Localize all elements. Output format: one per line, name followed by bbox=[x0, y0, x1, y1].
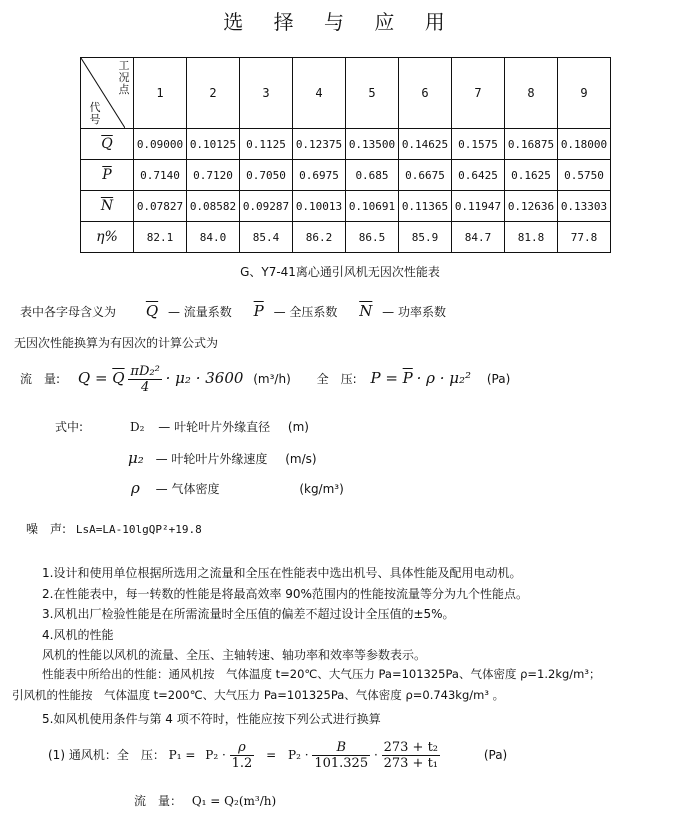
table-cell: 0.685 bbox=[346, 160, 399, 191]
pressure-pbar: $\overline{P}$ bbox=[402, 369, 413, 387]
table-row bbox=[81, 160, 611, 191]
where-mu-text: — 叶轮叶片外缘速度 bbox=[155, 452, 268, 466]
flow-formula-line bbox=[20, 364, 510, 395]
table-corner-cell bbox=[81, 58, 134, 129]
pressure-unit: (Pa) bbox=[486, 372, 511, 386]
where-mu-unit: (m/s) bbox=[285, 452, 317, 466]
note-4a: 风机的性能以风机的流量、全压、主轴转速、轴功率和效率等参数表示。 bbox=[42, 648, 427, 662]
noise-line bbox=[26, 520, 202, 537]
table-cell: 0.1625 bbox=[505, 160, 558, 191]
col-header: 6 bbox=[399, 58, 452, 129]
conv-unit: (Pa) bbox=[483, 748, 508, 762]
pressure-rest: · ρ · μ₂² bbox=[416, 369, 472, 387]
conv-t-den: 273 + t₁ bbox=[383, 756, 438, 771]
conv-flow-formula: Q₁ = Q₂(m³/h) bbox=[191, 794, 277, 808]
flow-lhs: Q = bbox=[77, 369, 113, 387]
legend-q-text: — 流量系数 bbox=[167, 305, 232, 319]
where-label: 式中: bbox=[55, 420, 84, 434]
row-symbol-q: $\overline{Q}$ bbox=[81, 129, 134, 160]
note-4: 4.风机的性能 bbox=[42, 628, 114, 642]
table-row bbox=[81, 191, 611, 222]
pressure-lhs: P = bbox=[370, 369, 403, 387]
conv-eq: = bbox=[266, 748, 277, 762]
flow-rest: · μ₂ · 3600 bbox=[165, 369, 244, 387]
col-header: 3 bbox=[240, 58, 293, 129]
row-symbol-n: $\overline{N}$ bbox=[81, 191, 134, 222]
table-cell: 0.09287 bbox=[240, 191, 293, 222]
corner-bottom-label: 代号 bbox=[89, 101, 101, 126]
table-header-row bbox=[81, 58, 611, 129]
conv-flow-line bbox=[134, 792, 276, 809]
noise-formula: LsA=LA-10lgQP²+19.8 bbox=[75, 523, 202, 536]
table-row bbox=[81, 222, 611, 253]
where-rho-text: — 气体密度 bbox=[155, 482, 220, 496]
table-cell: 84.7 bbox=[452, 222, 505, 253]
conv-p2b: P₂ · bbox=[288, 748, 309, 762]
table-cell: 81.8 bbox=[505, 222, 558, 253]
where-d2-symbol: D₂ bbox=[130, 420, 145, 434]
conv-p2a: P₂ · bbox=[205, 748, 226, 762]
where-d2-line bbox=[130, 418, 309, 435]
conv-b-den: 101.325 bbox=[314, 756, 369, 771]
table-cell: 0.11947 bbox=[452, 191, 505, 222]
table-cell: 0.13303 bbox=[558, 191, 611, 222]
note-4b: 性能表中所给出的性能：通风机按 气体温度 t=20℃、大气压力 Pa=101325Pa、气体密度 ρ=1.2kg/m³； bbox=[42, 667, 601, 681]
note-3: 3.风机出厂检验性能是在所需流量时全压值的偏差不超过设计全压值的±5%。 bbox=[42, 607, 455, 621]
where-mu-symbol: μ₂ bbox=[128, 449, 144, 467]
legend-intro: 表中各字母含义为 bbox=[20, 305, 117, 319]
page-title: 选 择 与 应 用 bbox=[223, 10, 457, 34]
conv-rho-den: 1.2 bbox=[231, 756, 253, 771]
table-cell: 77.8 bbox=[558, 222, 611, 253]
col-header: 9 bbox=[558, 58, 611, 129]
legend-line bbox=[20, 302, 446, 320]
where-rho-unit: (kg/m³) bbox=[299, 482, 344, 496]
col-header: 5 bbox=[346, 58, 399, 129]
where-mu-line bbox=[128, 449, 317, 467]
noise-label: 噪 声: bbox=[26, 522, 67, 536]
note-5: 5.如风机使用条件与第 4 项不符时，性能应按下列公式进行换算 bbox=[42, 712, 381, 726]
table-row bbox=[81, 129, 611, 160]
table-cell: 84.0 bbox=[187, 222, 240, 253]
table-cell: 0.6425 bbox=[452, 160, 505, 191]
flow-label: 流 量: bbox=[20, 372, 61, 386]
conv-b-num: B bbox=[312, 740, 370, 756]
col-header: 4 bbox=[293, 58, 346, 129]
pressure-label: 全 压: bbox=[316, 372, 357, 386]
formula-intro: 无因次性能换算为有因次的计算公式为 bbox=[14, 336, 219, 350]
conversion-line bbox=[48, 740, 507, 771]
legend-n-symbol: $\overline{N}$ bbox=[359, 302, 373, 320]
conv-t-num: 273 + t₂ bbox=[383, 740, 438, 755]
table-cell: 0.11365 bbox=[399, 191, 452, 222]
legend-p-symbol: $\overline{P}$ bbox=[253, 302, 264, 320]
conv-flow-label: 流 量： bbox=[134, 794, 183, 808]
table-cell: 0.12636 bbox=[505, 191, 558, 222]
table-cell: 0.1575 bbox=[452, 129, 505, 160]
table-cell: 0.10691 bbox=[346, 191, 399, 222]
table-cell: 0.6975 bbox=[293, 160, 346, 191]
table-cell: 85.4 bbox=[240, 222, 293, 253]
table-cell: 0.07827 bbox=[134, 191, 187, 222]
table-cell: 0.14625 bbox=[399, 129, 452, 160]
table-cell: 0.7050 bbox=[240, 160, 293, 191]
table-cell: 86.2 bbox=[293, 222, 346, 253]
row-symbol-eta: η% bbox=[81, 222, 134, 253]
legend-q-symbol: $\overline{Q}$ bbox=[145, 302, 159, 320]
table-cell: 85.9 bbox=[399, 222, 452, 253]
table-cell: 0.16875 bbox=[505, 129, 558, 160]
conv-rho-fraction bbox=[230, 740, 255, 771]
flow-qbar: $\overline{Q}$ bbox=[112, 369, 125, 387]
table-cell: 0.5750 bbox=[558, 160, 611, 191]
table-cell: 0.13500 bbox=[346, 129, 399, 160]
note-4c: 引风机的性能按 气体温度 t=200℃、大气压力 Pa=101325Pa、气体密度 ρ=0.743kg/m³ 。 bbox=[12, 688, 505, 702]
table-caption: G、Y7-41离心通引风机无因次性能表 bbox=[240, 265, 440, 279]
performance-table bbox=[80, 57, 611, 253]
legend-n-text: — 功率系数 bbox=[382, 305, 446, 319]
table-cell: 0.10013 bbox=[293, 191, 346, 222]
note-2: 2.在性能表中，每一转数的性能是将最高效率 90%范围内的性能按流量等分为九个性能点。 bbox=[42, 587, 528, 601]
flow-fraction bbox=[128, 364, 161, 395]
conv-b-fraction bbox=[312, 740, 370, 771]
conv-rho-num: ρ bbox=[230, 740, 255, 756]
where-rho-symbol: ρ bbox=[131, 479, 140, 497]
where-d2-text: — 叶轮叶片外缘直径 bbox=[158, 420, 271, 434]
conv-dot: · bbox=[373, 748, 378, 762]
corner-top-label: 工况点 bbox=[118, 59, 130, 96]
table-cell: 0.09000 bbox=[134, 129, 187, 160]
table-cell: 0.08582 bbox=[187, 191, 240, 222]
table-cell: 86.5 bbox=[346, 222, 399, 253]
table-cell: 0.18000 bbox=[558, 129, 611, 160]
flow-fraction-den: 4 bbox=[140, 380, 150, 395]
col-header: 2 bbox=[187, 58, 240, 129]
col-header: 7 bbox=[452, 58, 505, 129]
note-1: 1.设计和使用单位根据所选用之流量和全压在性能表中选出机号、具体性能及配用电动机。 bbox=[42, 566, 522, 580]
conv-p1: P₁ = bbox=[168, 748, 196, 762]
legend-p-text: — 全压系数 bbox=[273, 305, 338, 319]
row-symbol-p: $\overline{P}$ bbox=[81, 160, 134, 191]
flow-fraction-num: πD₂² bbox=[130, 364, 160, 379]
col-header: 8 bbox=[505, 58, 558, 129]
conv-t-fraction bbox=[382, 740, 440, 771]
flow-unit: (m³/h) bbox=[253, 372, 291, 386]
where-rho-line bbox=[131, 479, 344, 497]
conv-label: (1) 通风机：全 压： bbox=[48, 748, 165, 762]
table-cell: 82.1 bbox=[134, 222, 187, 253]
table-cell: 0.7140 bbox=[134, 160, 187, 191]
where-d2-unit: (m) bbox=[287, 420, 309, 434]
table-cell: 0.6675 bbox=[399, 160, 452, 191]
table-cell: 0.10125 bbox=[187, 129, 240, 160]
table-cell: 0.7120 bbox=[187, 160, 240, 191]
table-cell: 0.1125 bbox=[240, 129, 293, 160]
col-header: 1 bbox=[134, 58, 187, 129]
table-cell: 0.12375 bbox=[293, 129, 346, 160]
